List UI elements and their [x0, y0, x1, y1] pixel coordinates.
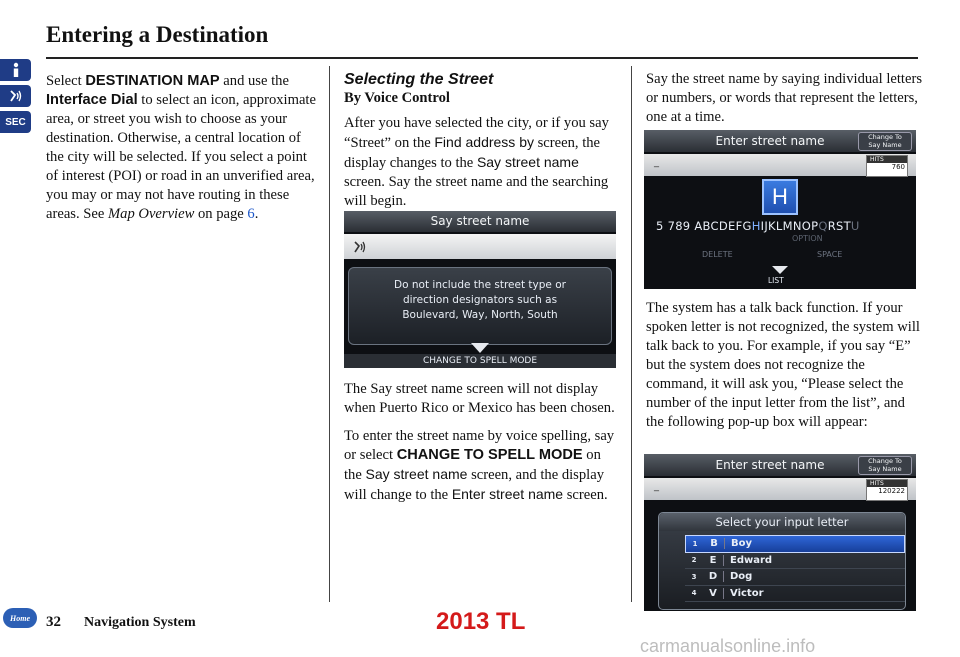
hits-counter: HITS 760 [866, 155, 908, 177]
select-input-letter-screenshot [644, 454, 916, 611]
option-letter: V [703, 588, 724, 599]
option-number: 1 [692, 539, 698, 548]
option-number: 3 [691, 572, 697, 581]
space-button[interactable]: SPACE [817, 250, 843, 259]
home-button[interactable]: Home [3, 608, 37, 628]
option-word: Victor [730, 587, 764, 599]
hits-counter: HITS 120222 [866, 479, 908, 501]
subsection-heading: By Voice Control [344, 90, 450, 106]
page-number: 32 [46, 614, 61, 630]
screen-title: Say street name [344, 211, 616, 232]
model-year-label: 2013 TL [436, 608, 526, 635]
change-to-say-name-button[interactable]: Change To Say Name [858, 456, 912, 475]
tab-voice[interactable] [0, 85, 31, 107]
paragraph: Say the street name by saying individual letters or numbers, or words that represent the letters, one at a time. [646, 71, 922, 125]
street-input-field[interactable]: _ HITS 120222 [644, 478, 916, 500]
column-2-lower [344, 380, 620, 514]
enter-street-name-screenshot [644, 130, 916, 289]
paragraph: The system has a talk back function. If your spoken letter is not recognized, the system will talk back to you. For example, if you say “E” but the system does not recognize the command, it will ask you, “Please select the number of the input letter from the list”, and the following pop-up box will appear: [646, 300, 920, 430]
paragraph: After you have selected the city, or if you say “Street” on the Find address by screen, the display changes to the Say street name screen. Say the street name and the searching will begin. [344, 115, 609, 209]
section-heading: Selecting the Street [344, 71, 494, 88]
letter-option-row[interactable] [685, 586, 905, 603]
change-to-say-name-button[interactable]: Change To Say Name [858, 132, 912, 151]
input-letter-popup [658, 512, 906, 610]
page-link[interactable]: 6 [247, 206, 255, 222]
column-divider [329, 66, 330, 602]
tab-info[interactable] [0, 59, 31, 81]
screen-title: Enter street name Change To Say Name [644, 130, 916, 152]
arrow-down-icon [471, 343, 489, 353]
option-letter: D [703, 571, 724, 582]
selected-letter-preview: H [762, 179, 798, 215]
option-number: 4 [691, 589, 697, 598]
message-line: Boulevard, Way, North, South [402, 309, 558, 321]
street-input-field[interactable]: _ HITS 760 [644, 154, 916, 176]
option-number: 2 [691, 556, 697, 565]
message-line: Do not include the street type or [394, 279, 566, 291]
column-3-lower [646, 299, 922, 441]
info-icon [10, 62, 22, 78]
arrow-down-icon [772, 266, 788, 274]
paragraph: The Say street name screen will not display when Puerto Rico or Mexico has been chosen. [344, 381, 615, 416]
option-button[interactable]: OPTION [792, 234, 823, 243]
header-rule [46, 57, 918, 59]
letter-option-row[interactable] [685, 535, 905, 553]
delete-button[interactable]: DELETE [702, 250, 733, 259]
letter-option-row[interactable] [685, 569, 905, 586]
popup-title: Select your input letter [659, 513, 905, 531]
say-street-name-screenshot [344, 211, 616, 368]
voice-icon [352, 240, 368, 254]
list-button[interactable]: LIST [768, 276, 784, 285]
page-title: Entering a Destination [46, 22, 269, 47]
voice-icon [8, 89, 24, 103]
option-letter: E [703, 555, 724, 566]
option-word: Edward [730, 554, 773, 566]
message-line: direction designators such as [402, 294, 558, 306]
intro-paragraph: Select DESTINATION MAP and use the Interface Dial to select an icon, approximate area, or street you wish to choose as your destination. Otherwise, a central location of the city will be selected. If you select a point of interest (POI) or road in an unverified area, you may or may not have routing in these areas. See Map Overview on page 6. [46, 73, 316, 222]
option-word: Boy [731, 538, 753, 550]
watermark: carmanualsonline.info [640, 636, 816, 656]
column-divider [631, 66, 632, 602]
column-3 [646, 70, 922, 136]
letter-option-row[interactable] [685, 553, 905, 570]
tab-sec[interactable]: SEC [0, 111, 31, 133]
screen-title: Enter street name Change To Say Name [644, 454, 916, 476]
option-letter: B [704, 538, 725, 549]
change-to-spell-mode-button[interactable]: CHANGE TO SPELL MODE [344, 354, 616, 368]
message-box [348, 267, 612, 345]
paragraph: To enter the street name by voice spelling, say or select CHANGE TO SPELL MODE on the Say street name screen, and the display will change to the Enter street name screen. [344, 428, 615, 503]
option-word: Dog [730, 571, 753, 583]
column-1 [46, 72, 316, 233]
letter-dial[interactable]: 5 789 ABCDEFGHIJKLMNOPQRSTU [656, 219, 860, 233]
voice-input-bar [344, 234, 616, 259]
column-2 [344, 70, 620, 220]
footer-label: Navigation System [84, 615, 196, 630]
